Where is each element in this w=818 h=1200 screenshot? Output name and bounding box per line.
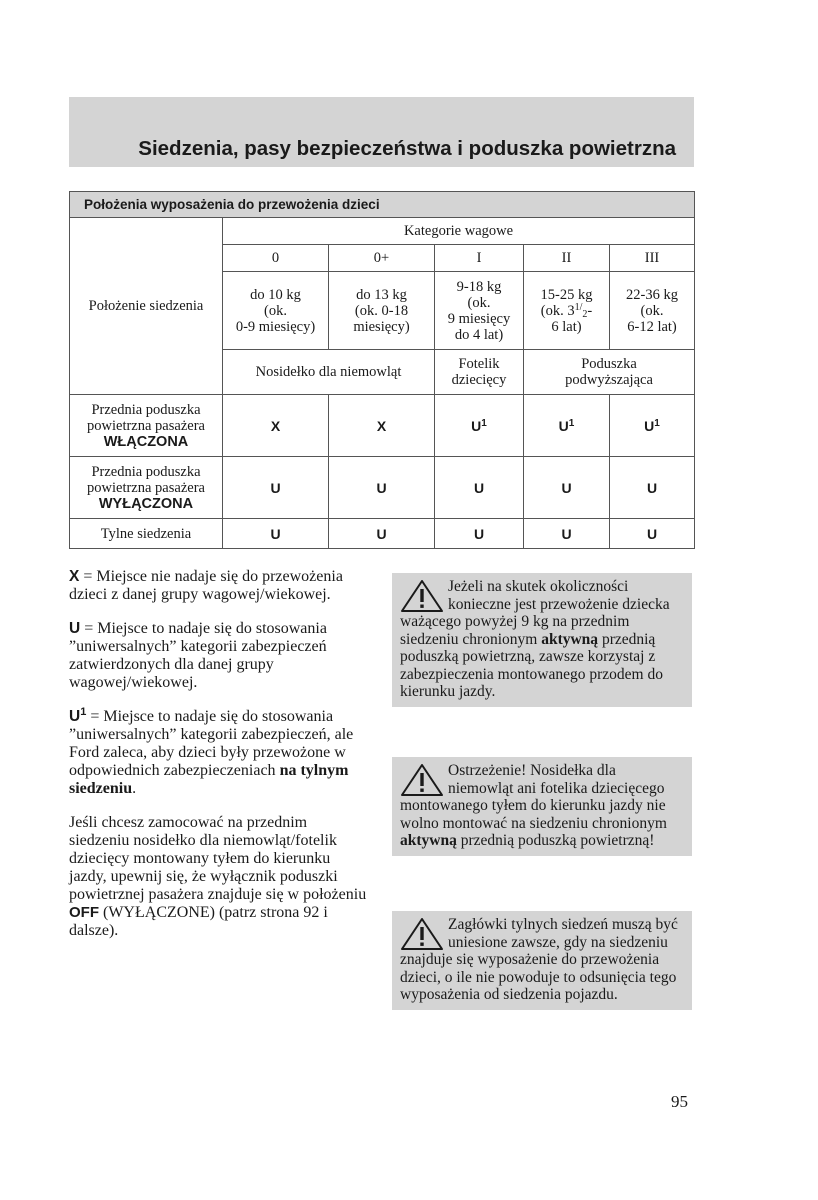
- page-title: Siedzenia, pasy bezpieczeństwa i poduszka powietrzna: [138, 137, 676, 160]
- weight-range: do 13 kg (ok. 0-18 miesięcy): [329, 272, 435, 350]
- table-row: [70, 519, 695, 549]
- cell-value: $U^1$: [435, 395, 524, 457]
- category-header: 0+: [329, 245, 435, 272]
- weight-categories-label: Kategorie wagowe: [223, 218, 695, 245]
- row-label: Przednia poduszka powietrzna pasażera WYŁĄCZONA: [70, 457, 223, 519]
- cell-value: U: [223, 519, 329, 549]
- seat-position-label: Położenie siedzenia: [70, 218, 223, 395]
- cell-value: $U^1$: [524, 395, 610, 457]
- warning-triangle-icon: [400, 579, 444, 613]
- legend-column: [69, 568, 369, 956]
- weight-range: do 10 kg (ok. 0-9 miesięcy): [223, 272, 329, 350]
- cell-value: U: [435, 457, 524, 519]
- table-row: [70, 395, 695, 457]
- equipment-infant: Nosidełko dla niemowląt: [223, 350, 435, 395]
- warning-box: Zagłówki tylnych siedzeń muszą być uniesione zawsze, gdy na siedzeniu znajduje się wyposażenie do przewożenia dzieci, o ile nie powoduje to odsunięcia tego wyposażenia od siedzenia pojazdu.: [392, 911, 692, 1010]
- child-seat-table: [69, 191, 695, 549]
- table-row: [70, 457, 695, 519]
- warning-triangle-icon: [400, 917, 444, 951]
- weight-range: 22-36 kg (ok. 6-12 lat): [610, 272, 695, 350]
- equipment-child-seat: Fotelik dziecięcy: [435, 350, 524, 395]
- cell-value: U: [610, 519, 695, 549]
- row-label: Tylne siedzenia: [70, 519, 223, 549]
- legend-u1: $U^1$ = Miejsce to nadaje się do stosowania ”uniwersalnych” kategorii zabezpieczeń, ale Ford zaleca, aby dzieci były przewożone w odpowiednich zabezpieczeniach na tylnym siedzeniu.: [69, 706, 354, 797]
- cell-value: U: [524, 457, 610, 519]
- weight-range: 15-25 kg (ok. $3^{1/}_2-$ 6 lat): [524, 272, 610, 350]
- row-label: Przednia poduszka powietrzna pasażera WŁĄCZONA: [70, 395, 223, 457]
- page-number: 95: [671, 1092, 688, 1111]
- weight-range: 9-18 kg (ok. 9 miesięcy do 4 lat): [435, 272, 524, 350]
- warning-box: Jeżeli na skutek okoliczności konieczne jest przewożenie dziecka ważącego powyżej 9 kg na przednim siedzeniu chronionym aktywną przednią poduszką powietrzną, zawsze korzystaj z zabezpieczenia montowanego przodem do kierunku jazdy.: [392, 573, 692, 707]
- cell-value: U: [329, 457, 435, 519]
- cell-value: U: [223, 457, 329, 519]
- cell-value: $U^1$: [610, 395, 695, 457]
- cell-value: U: [329, 519, 435, 549]
- legend-u: U = Miejsce to nadaje się do stosowania ”uniwersalnych” kategorii zabezpieczeń zatwierdzonych dla danej grupy wagowej/wiekowej.: [69, 620, 327, 691]
- category-header: II: [524, 245, 610, 272]
- cell-value: U: [524, 519, 610, 549]
- category-header: I: [435, 245, 524, 272]
- header-band: [69, 97, 694, 167]
- cell-value: U: [435, 519, 524, 549]
- legend-info: Jeśli chcesz zamocować na przednim siedzeniu nosidełko dla niemowląt/fotelik dziecięcy montowany tyłem do kierunku jazdy, upewnij się, że wyłącznik poduszki powietrznej pasażera znajduje się w położeniu OFF (WYŁĄCZONE) (patrz strona 92 i dalsze).: [69, 814, 367, 939]
- warning-box: Ostrzeżenie! Nosidełka dla niemowląt ani fotelika dziecięcego montowanego tyłem do kierunku jazdy nie wolno montować na siedzeniu chronionym aktywną przednią poduszką powietrzną!: [392, 757, 692, 856]
- cell-value: U: [610, 457, 695, 519]
- equipment-booster: Poduszka podwyższająca: [524, 350, 695, 395]
- legend-x: X = Miejsce nie nadaje się do przewożenia dzieci z danej grupy wagowej/wiekowej.: [69, 568, 343, 603]
- category-header: 0: [223, 245, 329, 272]
- table-caption: Położenia wyposażenia do przewożenia dzieci: [70, 192, 695, 218]
- warning-triangle-icon: [400, 763, 444, 797]
- category-header: III: [610, 245, 695, 272]
- cell-value: X: [223, 395, 329, 457]
- cell-value: X: [329, 395, 435, 457]
